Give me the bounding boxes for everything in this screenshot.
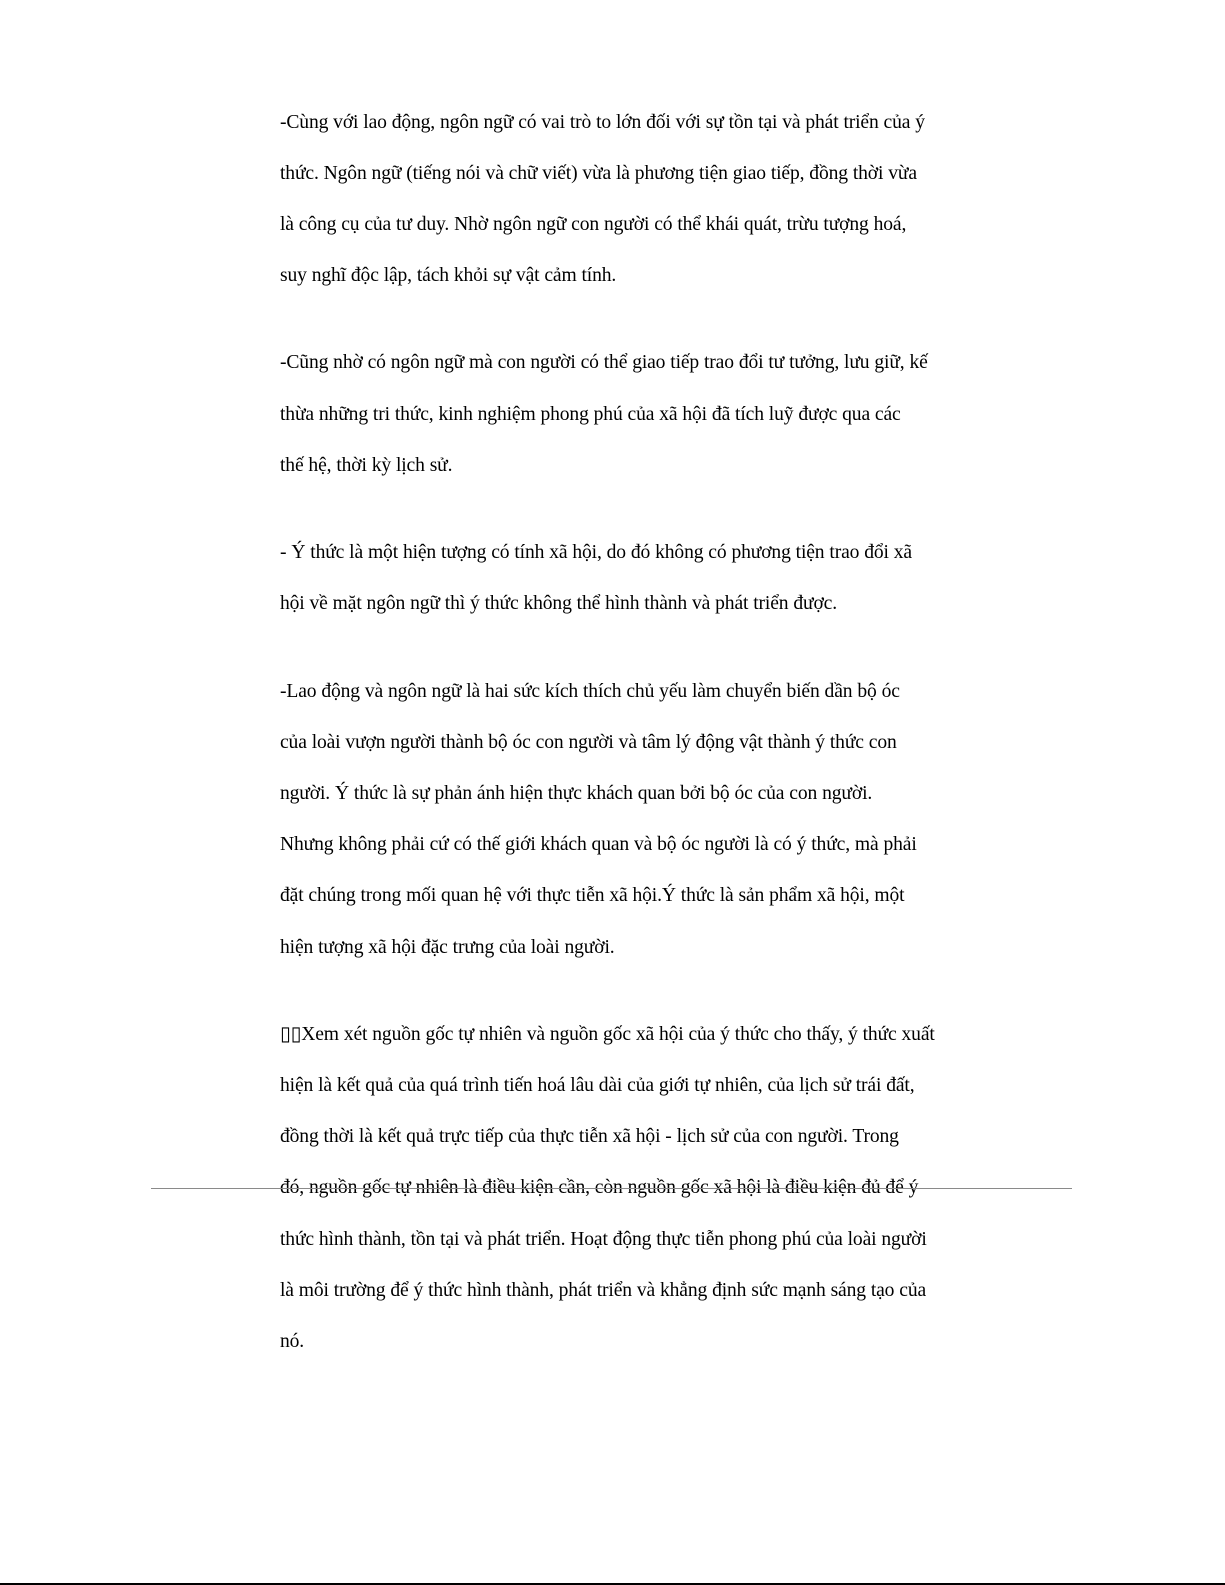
page-separator-line [151, 1188, 1072, 1189]
text-line: Nhưng không phải cứ có thế giới khách quan và bộ óc người là có ý thức, mà phải [280, 834, 917, 856]
text-line: -Cùng với lao động, ngôn ngữ có vai trò to lớn đối với sự tồn tại và phát triển của ý [280, 111, 925, 133]
paragraph-language-communication [280, 325, 988, 504]
text-line: nó. [280, 1330, 305, 1352]
text-line: thức. Ngôn ngữ (tiếng nói và chữ viết) vừa là phương tiện giao tiếp, đồng thời vừa [280, 162, 917, 184]
paragraph-labor-and-language [280, 653, 988, 986]
text-line: suy nghĩ độc lập, tách khỏi sự vật cảm tính. [280, 265, 617, 287]
text-line: là công cụ của tư duy. Nhờ ngôn ngữ con người có thể khái quát, trừu tượng hoá, [280, 213, 907, 235]
document-body [280, 84, 988, 1391]
text-line: -Cũng nhờ có ngôn ngữ mà con người có thể giao tiếp trao đổi tư tưởng, lưu giữ, kế [280, 352, 928, 374]
text-line: đó, nguồn gốc tự nhiên là điều kiện cần, còn nguồn gốc xã hội là điều kiện đủ để ý [280, 1177, 919, 1199]
text-line: đồng thời là kết quả trực tiếp của thực tiễn xã hội - lịch sử của con người. Trong [280, 1126, 899, 1148]
text-line: của loài vượn người thành bộ óc con người và tâm lý động vật thành ý thức con [280, 731, 897, 753]
text-line: thế hệ, thời kỳ lịch sử. [280, 454, 453, 476]
text-line: hiện tượng xã hội đặc trưng của loài người. [280, 936, 615, 958]
text-line: thừa những tri thức, kinh nghiệm phong phú của xã hội đã tích luỹ được qua các [280, 403, 901, 425]
text-line: người. Ý thức là sự phản ánh hiện thực khách quan bởi bộ óc của con người. [280, 782, 873, 804]
text-line: hiện là kết quả của quá trình tiến hoá lâu dài của giới tự nhiên, của lịch sử trái đất, [280, 1074, 915, 1096]
text-line: thức hình thành, tồn tại và phát triển. Hoạt động thực tiễn phong phú của loài người [280, 1228, 927, 1250]
text-line: -Lao động và ngôn ngữ là hai sức kích thích chủ yếu làm chuyển biến dần bộ óc [280, 680, 900, 702]
paragraph-social-consciousness [280, 515, 988, 643]
text-line: đặt chúng trong mối quan hệ với thực tiễn xã hội.Ý thức là sản phẩm xã hội, một [280, 885, 905, 907]
text-line: - Ý thức là một hiện tượng có tính xã hội, do đó không có phương tiện trao đổi xã [280, 542, 912, 564]
text-line: hội về mặt ngôn ngữ thì ý thức không thể hình thành và phát triển được. [280, 593, 837, 615]
paragraph-language-role [280, 84, 988, 314]
text-line: ▯▯Xem xét nguồn gốc tự nhiên và nguồn gốc xã hội của ý thức cho thấy, ý thức xuất [280, 1023, 935, 1045]
text-line: là môi trường để ý thức hình thành, phát triển và khẳng định sức mạnh sáng tạo của [280, 1279, 927, 1301]
